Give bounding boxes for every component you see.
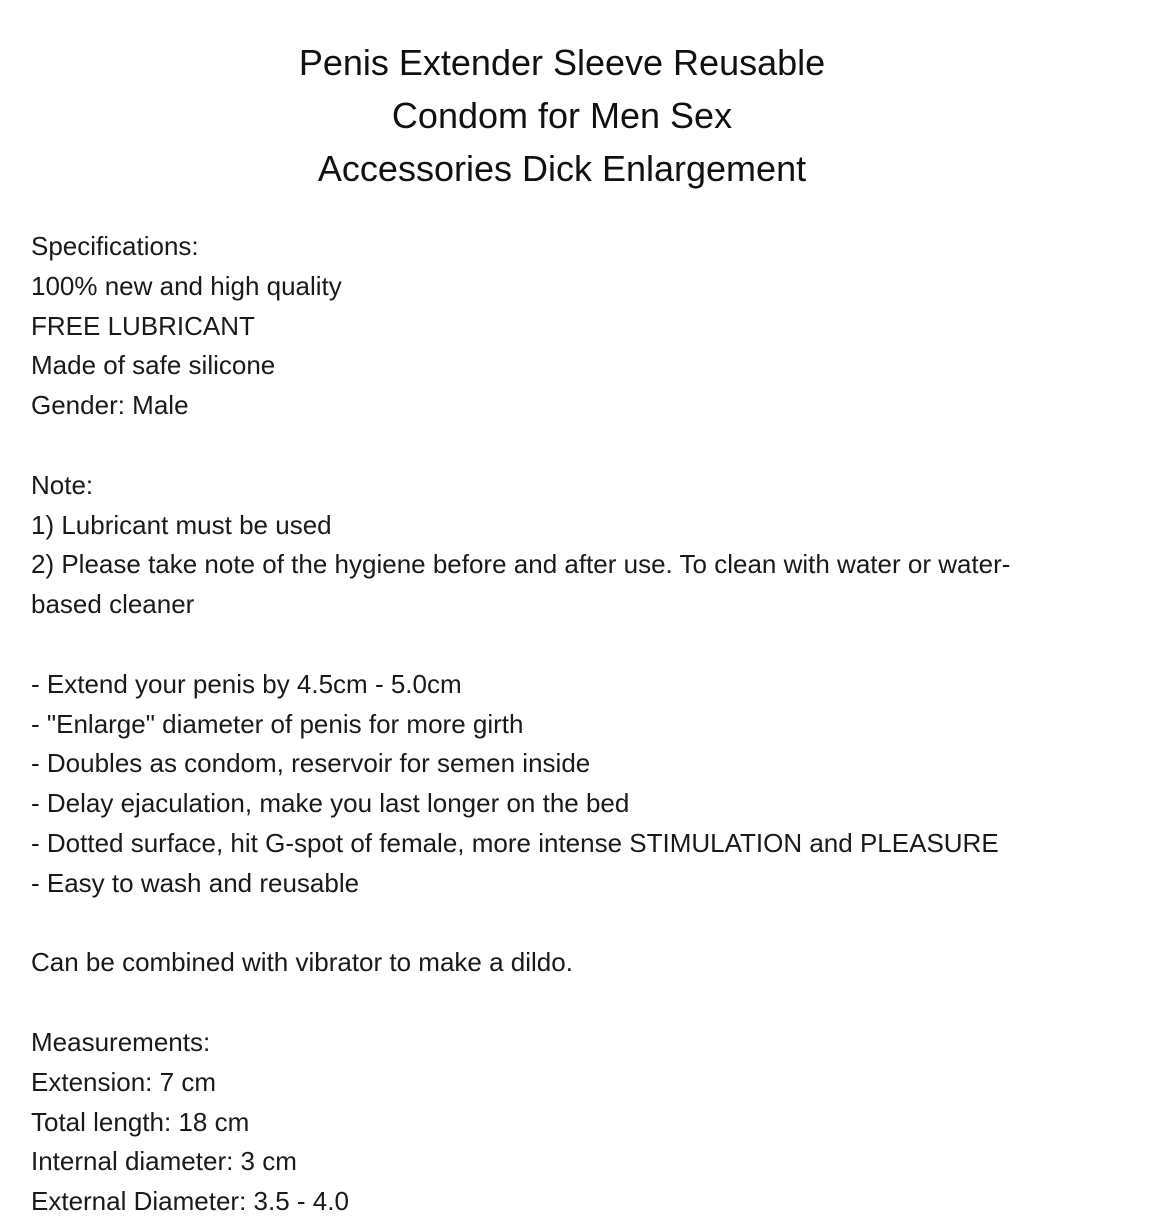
feature-item: - Extend your penis by 4.5cm - 5.0cm (31, 668, 462, 699)
note-item: 1) Lubricant must be used (31, 509, 332, 540)
product-description (31, 227, 1071, 1222)
feature-item: - "Enlarge" diameter of penis for more girth (31, 708, 524, 739)
product-title-line-2: Condom for Men Sex (391, 95, 733, 136)
spec-item: Gender: Male (31, 390, 189, 421)
feature-item: - Dotted surface, hit G-spot of female, more intense STIMULATION and PLEASURE (31, 827, 999, 858)
specifications-heading: Specifications: (31, 231, 199, 261)
note-heading: Note: (31, 469, 94, 500)
paragraph-gap (31, 426, 1071, 466)
feature-item: - Delay ejaculation, make you last longer on the bed (31, 788, 630, 819)
measurement-item: Extension: 7 cm (31, 1066, 216, 1097)
feature-item: - Doubles as condom, reservoir for semen inside (31, 748, 591, 779)
product-title-line-3: Accessories Dick Enlargement (317, 148, 807, 189)
feature-item: - Easy to wash and reusable (31, 867, 360, 898)
note-item: 2) Please take note of the hygiene before and after use. To clean with water or water- (31, 549, 1011, 580)
note-item: based cleaner (31, 589, 195, 620)
paragraph-gap (31, 625, 1071, 665)
measurement-item: Total length: 18 cm (31, 1106, 250, 1137)
spec-item: 100% new and high quality (31, 270, 342, 301)
measurements-heading: Measurements: (31, 1026, 211, 1057)
product-title (0, 36, 1124, 195)
measurements-section (31, 1023, 1071, 1222)
specifications-section (31, 227, 1071, 426)
spec-item: Made of safe silicone (31, 350, 276, 381)
spec-item: FREE LUBRICANT (31, 310, 255, 341)
product-title-line-1: Penis Extender Sleeve Reusable (298, 42, 826, 83)
measurement-item: Internal diameter: 3 cm (31, 1146, 297, 1177)
note-section (31, 466, 1071, 625)
combo-text: Can be combined with vibrator to make a dildo. (31, 947, 573, 978)
measurement-item: External Diameter: 3.5 - 4.0 (31, 1186, 349, 1217)
features-section (31, 665, 1071, 904)
paragraph-gap (31, 983, 1071, 1023)
paragraph-gap (31, 904, 1071, 944)
